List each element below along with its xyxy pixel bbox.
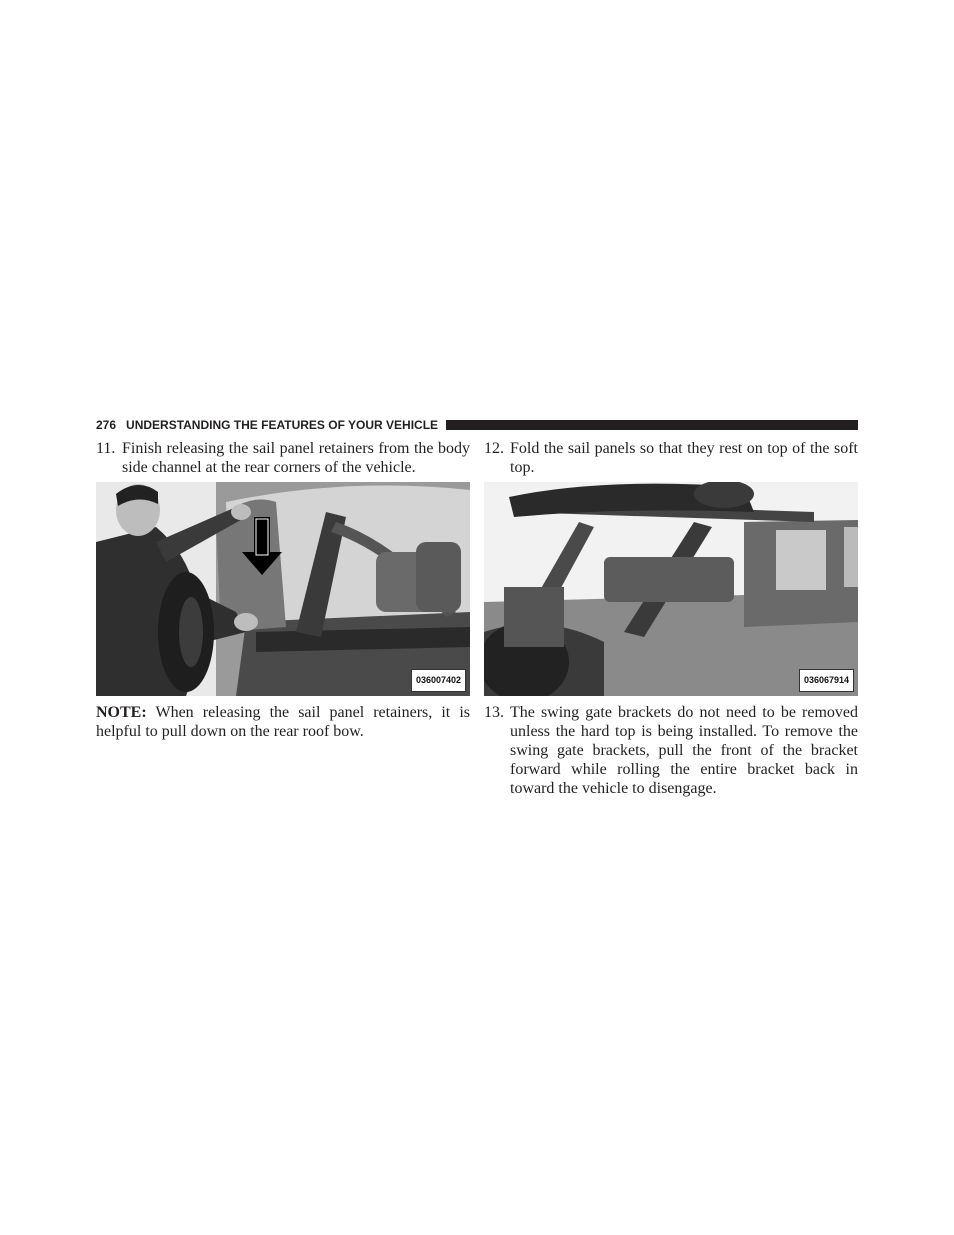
- illustration-man-releasing-sail-panel: [96, 482, 470, 696]
- figure-code: 036067914: [799, 669, 854, 692]
- illustration-folded-sail-panels: [484, 482, 858, 696]
- step-13: [484, 703, 858, 798]
- page-number: 276: [96, 418, 117, 432]
- step-number: 12.: [484, 440, 504, 457]
- figure-sail-panel-release: [96, 482, 470, 696]
- header-rule: [446, 420, 858, 430]
- step-number: 13.: [484, 704, 504, 721]
- right-column: [484, 439, 858, 798]
- section-title: UNDERSTANDING THE FEATURES OF YOUR VEHICLE: [126, 418, 439, 432]
- page-header: [96, 417, 858, 433]
- note-label: NOTE:: [96, 704, 147, 721]
- step-text: Finish releasing the sail panel retainers from the body side channel at the rear corners of the vehicle.: [122, 440, 470, 476]
- step-text: The swing gate brackets do not need to be removed unless the hard top is being installed. To remove the swing gate brackets, pull the front of the bracket forward while rolling the entire bracket back in toward the vehicle to disengage.: [510, 704, 858, 797]
- figure-folded-sail-panels: [484, 482, 858, 696]
- step-12: [484, 439, 858, 477]
- left-column: [96, 439, 470, 741]
- note-text: When releasing the sail panel retainers, it is helpful to pull down on the rear roof bow.: [96, 704, 470, 740]
- step-number: 11.: [96, 440, 116, 457]
- step-11: [96, 439, 470, 477]
- note: [96, 703, 470, 741]
- step-text: Fold the sail panels so that they rest on top of the soft top.: [510, 440, 858, 476]
- figure-code: 036007402: [411, 669, 466, 692]
